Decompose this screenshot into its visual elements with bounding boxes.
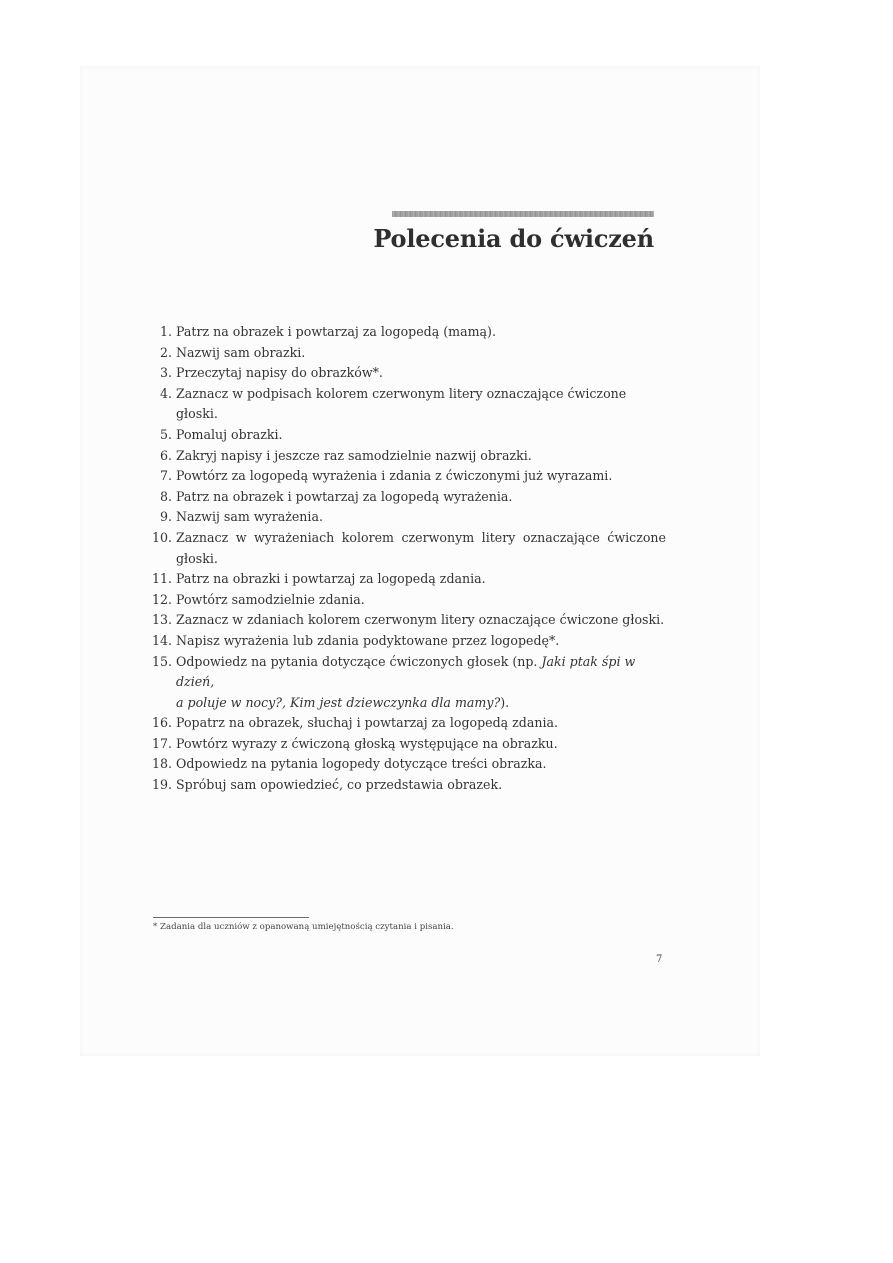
- item-text: Powtórz za logopedą wyrażenia i zdania z ćwiczonymi już wyrazami.: [176, 468, 613, 484]
- item-number: 1.: [159, 324, 172, 339]
- item-text: Powtórz wyrazy z ćwiczoną głoską występujące na obrazku.: [176, 735, 558, 751]
- item-number: 9.: [159, 509, 172, 525]
- item-text: Popatrz na obrazek, słuchaj i powtarzaj za logopedą zdania.: [176, 715, 559, 731]
- item-text: Zaznacz w zdaniach kolorem czerwonym litery oznaczające ćwiczone głoski.: [176, 612, 665, 628]
- item-number: 6.: [159, 447, 172, 463]
- item-text: Zaznacz w wyrażeniach kolorem czerwonym litery oznaczające ćwiczone: [176, 529, 666, 545]
- list-item-5: [146, 425, 666, 446]
- item-text: Zakryj napisy i jeszcze raz samodzielnie nazwij obrazki.: [176, 447, 532, 463]
- page-title: Polecenia do ćwiczeń: [373, 224, 654, 253]
- footnote-rule: [153, 917, 309, 918]
- item-text-regular: Odpowiedz na pytania dotyczące ćwiczonych głosek (np.: [176, 653, 542, 669]
- list-item-16: [146, 713, 666, 734]
- item-text: Napisz wyrażenia lub zdania podyktowane przez logopedę*.: [176, 632, 560, 648]
- list-item-18: [146, 754, 666, 775]
- item-number: 13.: [151, 612, 172, 628]
- item-number: 16.: [151, 715, 172, 731]
- list-item-15: [146, 652, 666, 693]
- item-text: Pomaluj obrazki.: [176, 426, 283, 442]
- item-number: 7.: [159, 468, 172, 484]
- instructions-list: [146, 322, 666, 796]
- item-number: 12.: [151, 591, 172, 607]
- item-text: [176, 652, 666, 693]
- item-text-italic: a poluje w nocy?, Kim jest dziewczynka dla mamy?: [176, 694, 501, 710]
- list-item-10: [146, 528, 666, 549]
- item-number: 4.: [159, 385, 172, 401]
- item-number: 14.: [151, 632, 172, 648]
- list-item-15-continuation: [146, 693, 666, 714]
- list-item-1: [146, 322, 666, 343]
- item-text: Patrz na obrazki i powtarzaj za logopedą zdania.: [176, 571, 486, 587]
- item-number: 11.: [151, 571, 172, 587]
- list-item-4: [146, 384, 666, 425]
- item-number: 2.: [159, 344, 172, 360]
- list-item-11: [146, 569, 666, 590]
- list-item-8: [146, 487, 666, 508]
- footnote: * Zadania dla uczniów z opanowaną umiejętnością czytania i pisania.: [153, 922, 454, 932]
- list-item-14: [146, 631, 666, 652]
- list-item-7: [146, 466, 666, 487]
- list-item-10-continuation: głoski.: [176, 550, 218, 566]
- list-item-17: [146, 734, 666, 755]
- item-number: 10.: [151, 529, 172, 545]
- item-number: 17.: [151, 735, 172, 751]
- item-number: 19.: [151, 777, 172, 793]
- item-text: Przeczytaj napisy do obrazków*.: [176, 365, 383, 381]
- item-text: Powtórz samodzielnie zdania.: [176, 591, 365, 607]
- item-text-regular: ).: [500, 694, 510, 710]
- page-number: 7: [656, 954, 663, 965]
- item-number: 18.: [151, 756, 172, 772]
- item-number: 15.: [151, 653, 172, 669]
- list-item-12: [146, 590, 666, 611]
- list-item-2: [146, 343, 666, 364]
- item-text: Patrz na obrazek i powtarzaj za logopedą wyrażenia.: [176, 488, 513, 504]
- item-text: Zaznacz w podpisach kolorem czerwonym litery oznaczające ćwiczone głoski.: [176, 385, 627, 422]
- list-item-9: [146, 507, 666, 528]
- list-item-3: [146, 363, 666, 384]
- title-rule: [392, 211, 654, 217]
- list-item-13: [146, 610, 666, 631]
- list-item-6: [146, 446, 666, 467]
- item-text: Odpowiedz na pytania logopedy dotyczące treści obrazka.: [176, 756, 547, 772]
- item-number: 5.: [159, 426, 172, 442]
- item-number: 3.: [159, 365, 172, 381]
- item-text-italic: Jaki ptak śpi w dzień,: [176, 653, 636, 690]
- item-text: Spróbuj sam opowiedzieć, co przedstawia obrazek.: [176, 777, 503, 793]
- item-text: Patrz na obrazek i powtarzaj za logopedą (mamą).: [176, 324, 496, 339]
- item-text: Nazwij sam wyrażenia.: [176, 509, 323, 525]
- list-item-19: [146, 775, 666, 796]
- item-number: 8.: [159, 488, 172, 504]
- item-text: Nazwij sam obrazki.: [176, 344, 306, 360]
